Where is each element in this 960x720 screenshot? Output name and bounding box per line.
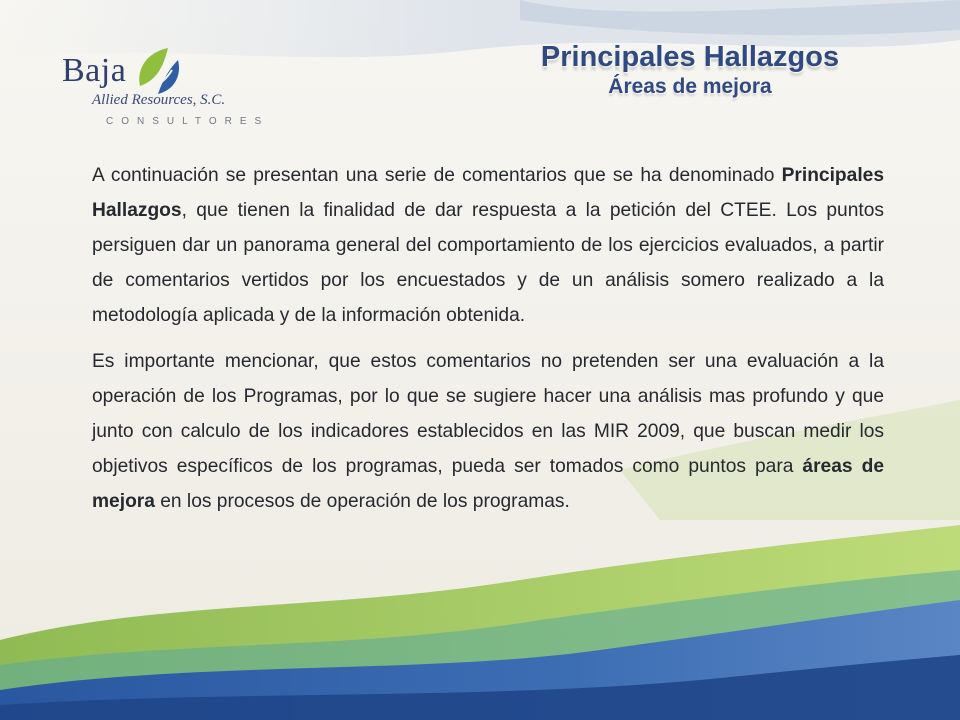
- paragraph-2-text-a: Es importante mencionar, que estos comentarios no pretenden ser una evaluación a la operación de los Programas, por lo que se sugiere hacer una análisis mas profundo y que junto con calculo de los indicadores establecidos en las MIR 2009, que buscan medir los objetivos específicos de los programas, pueda ser tomados como puntos para: [92, 351, 884, 477]
- paragraph-1-bold-term: Principales Hallazgos: [92, 165, 884, 221]
- logo-brand: Baja: [62, 52, 127, 89]
- body-text: [92, 158, 884, 530]
- company-logo: [52, 44, 272, 134]
- paragraph-2-bold-term: áreas de mejora: [92, 456, 884, 512]
- logo-tagline: CONSULTORES: [106, 116, 270, 127]
- leaf-icon: [134, 46, 184, 98]
- page-title: Principales Hallazgos: [540, 41, 840, 73]
- paragraph-1-text-a: A continuación se presentan una serie de comentarios que se ha denominado: [92, 165, 782, 186]
- page-subtitle: Áreas de mejora: [608, 75, 772, 98]
- paragraph-2: [92, 344, 884, 519]
- paragraph-2-text-b: en los procesos de operación de los programas.: [154, 491, 570, 512]
- paragraph-1: [92, 158, 884, 333]
- logo-company-name: Allied Resources, S.C.: [92, 92, 226, 108]
- paragraph-1-text-b: , que tienen la finalidad de dar respuesta a la petición del CTEE. Los puntos persiguen dar un panorama general del comportamiento de los ejercicios evaluados, a partir de comentarios vertidos por los encuestados y de un análisis somero realizado a la metodología aplicada y de la información obtenida.: [92, 200, 884, 326]
- slide-title: [500, 40, 880, 100]
